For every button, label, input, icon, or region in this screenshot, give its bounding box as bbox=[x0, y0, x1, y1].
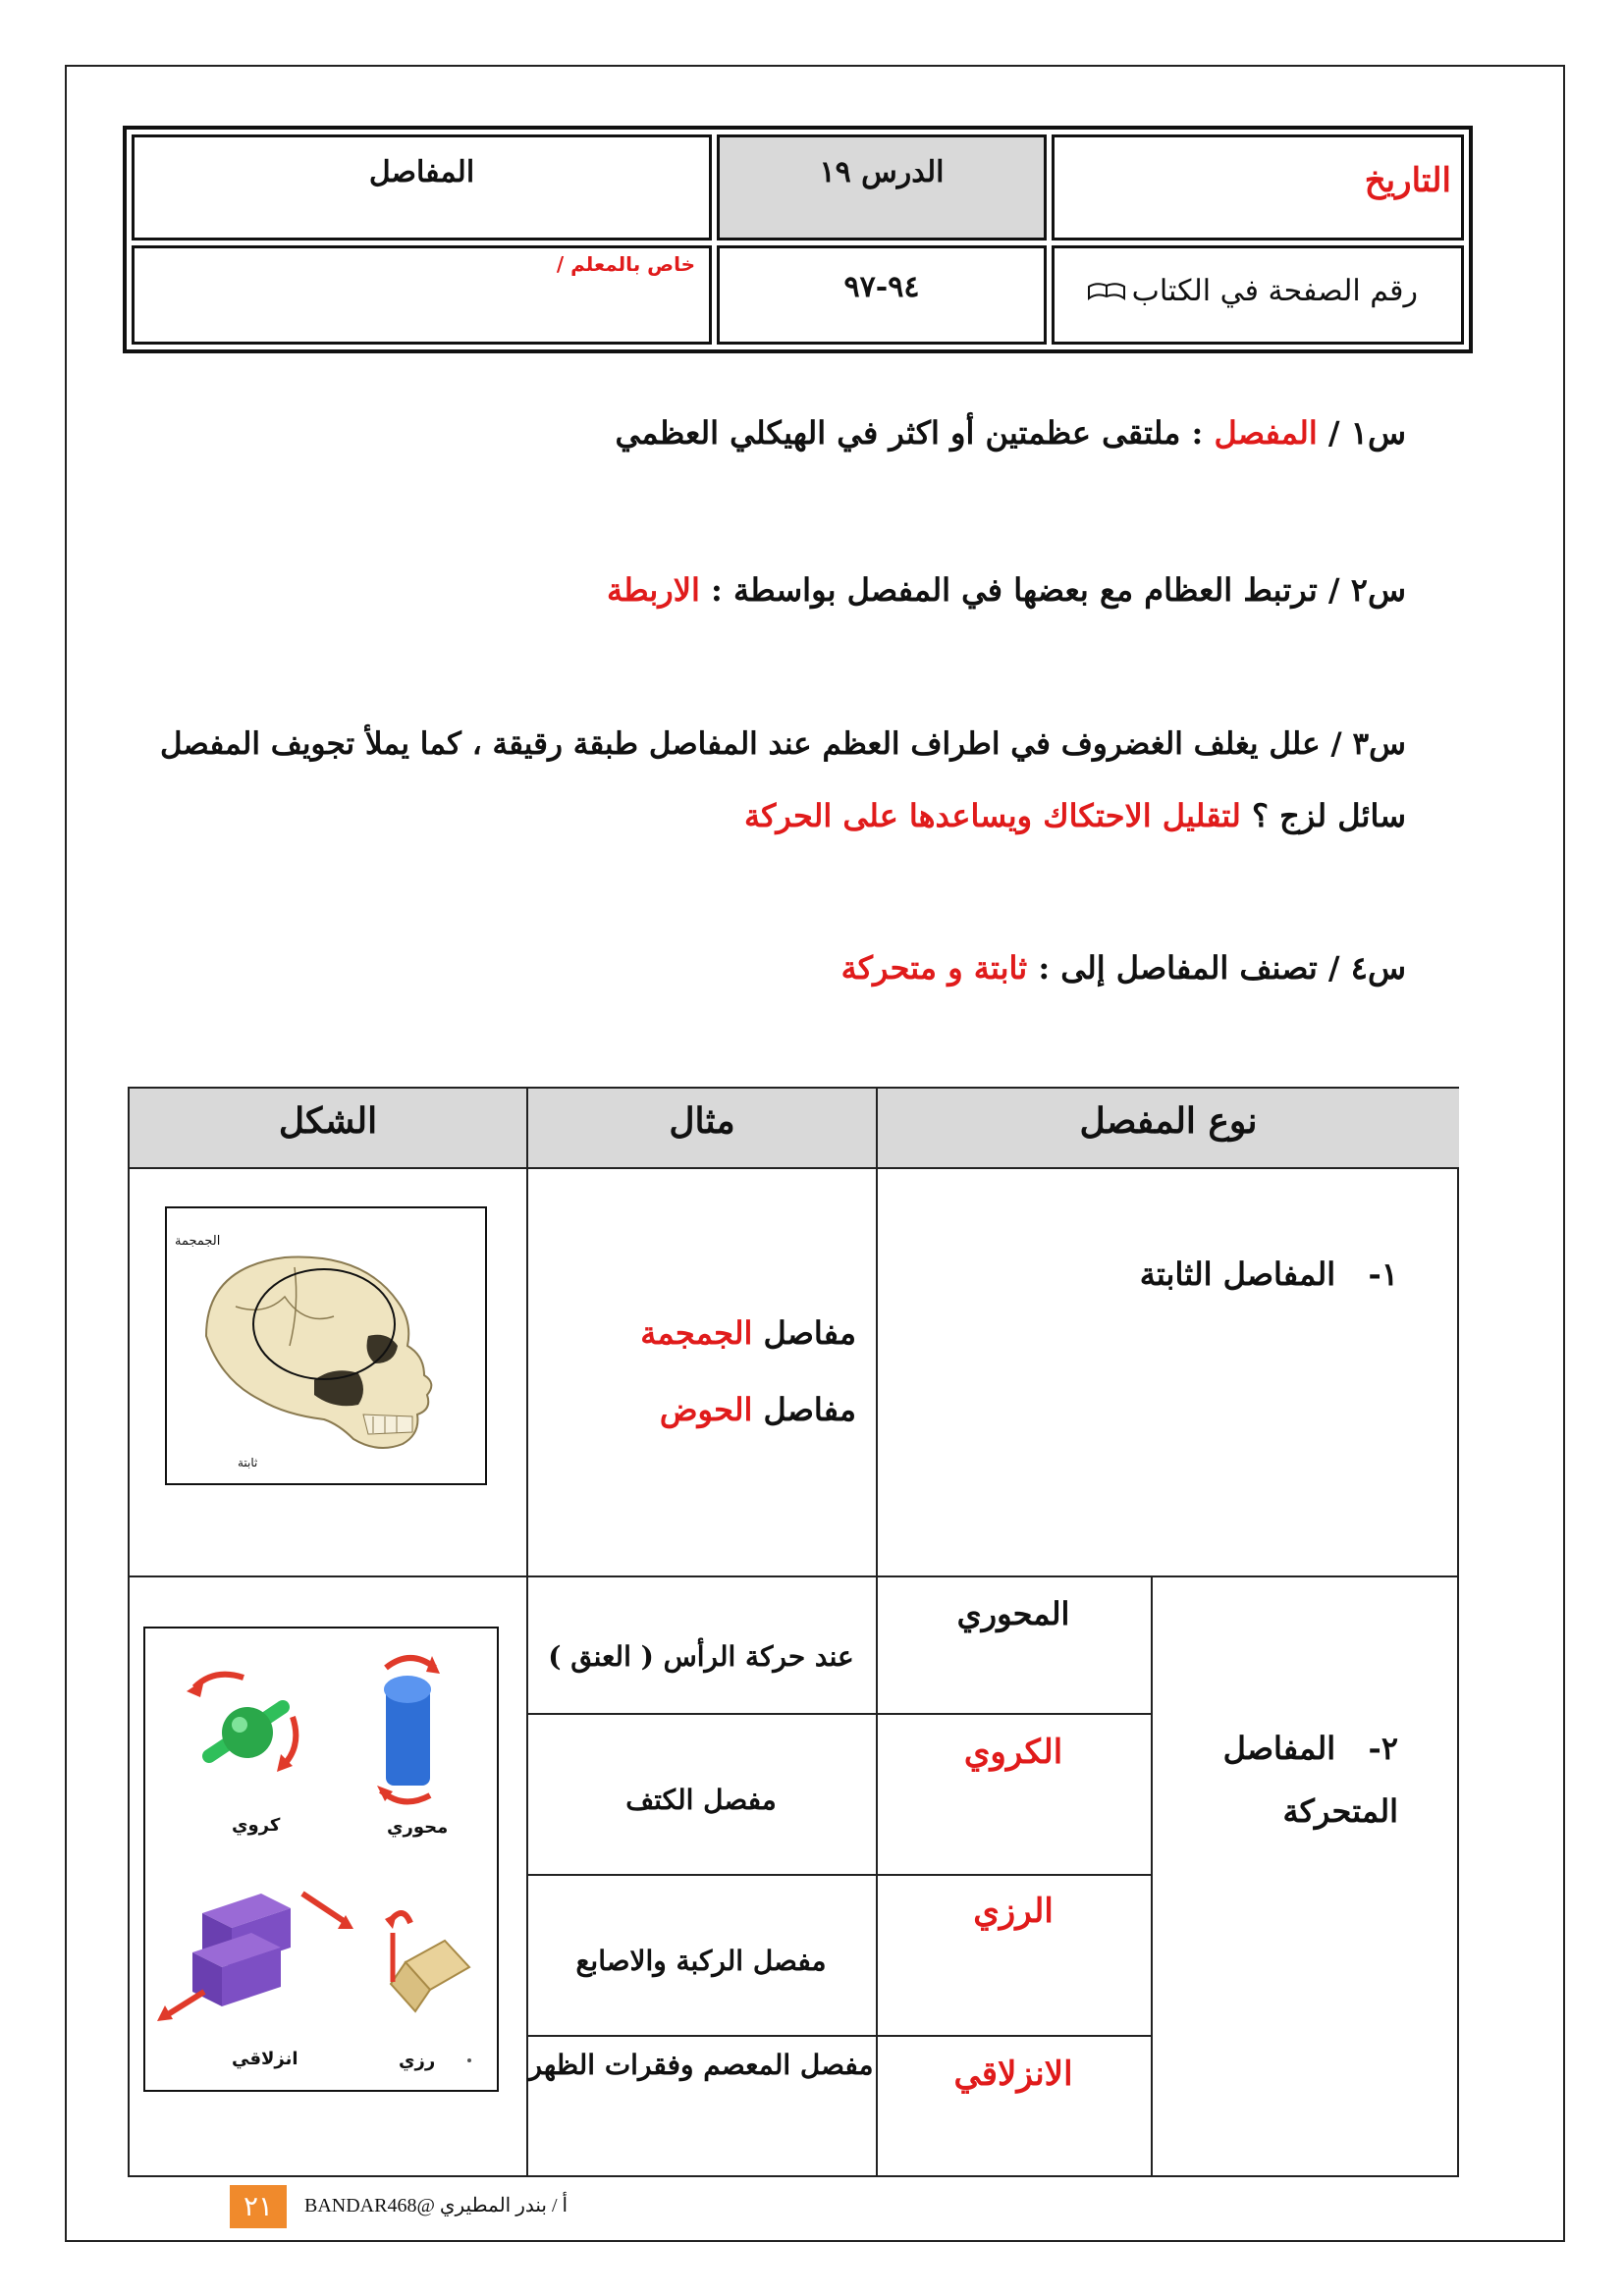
header-example: مثال bbox=[528, 1089, 876, 1167]
q1-term: المفصل bbox=[1214, 414, 1318, 452]
page-ref-label: رقم الصفحة في الكتاب bbox=[1131, 274, 1418, 308]
fixed-example-2 bbox=[660, 1391, 856, 1428]
q3-text-line1: علل يغلف الغضروف في اطراف العظم عند المفاصل طبقة رقيقة ، كما يملأ تجويف المفصل bbox=[159, 726, 1321, 762]
teacher-label: خاص بالمعلم / bbox=[556, 252, 695, 276]
pivot-joint-icon bbox=[377, 1656, 440, 1801]
type-gliding: الانزلاقي bbox=[953, 2055, 1073, 2094]
divider bbox=[526, 1089, 528, 2177]
fixed-number: ١- bbox=[1368, 1255, 1398, 1293]
q1-number: س١ / bbox=[1327, 414, 1406, 452]
type-hinge: الرزي bbox=[973, 1892, 1054, 1931]
divider bbox=[1151, 1575, 1153, 2177]
pivot-joint-label: محوري bbox=[387, 1817, 449, 1838]
q3-number: س٣ / bbox=[1330, 726, 1406, 762]
q4-answer: ثابتة و متحركة bbox=[840, 949, 1028, 987]
fixed-label: المفاصل الثابتة bbox=[1139, 1255, 1336, 1293]
page-range-cell bbox=[717, 245, 1047, 345]
divider bbox=[526, 1713, 1151, 1715]
movable-joints-label bbox=[1223, 1717, 1398, 1842]
lesson-number-cell bbox=[717, 134, 1047, 240]
movable-number: ٢- bbox=[1368, 1730, 1398, 1767]
lesson-title: المفاصل bbox=[368, 155, 475, 189]
q2-answer: الاربطة bbox=[606, 571, 700, 609]
question-4 bbox=[841, 949, 1406, 987]
hinge-joint-label: رزي bbox=[399, 2051, 436, 2071]
example-pivot: عند حركة الرأس ( العنق ) bbox=[548, 1640, 854, 1673]
example-prefix: مفاصل bbox=[763, 1314, 856, 1352]
date-cell bbox=[1052, 134, 1464, 240]
hinge-joint-icon bbox=[385, 1913, 469, 2011]
ball-joint-label: كروي bbox=[232, 1815, 281, 1836]
example-gliding: مفصل المعصم وفقرات الظهر bbox=[528, 2049, 874, 2081]
lesson-number: الدرس ١٩ bbox=[819, 155, 945, 189]
lesson-title-cell bbox=[132, 134, 712, 240]
question-2 bbox=[607, 571, 1406, 609]
example-ball: مفصل الكتف bbox=[625, 1784, 777, 1816]
q4-text: تصنف المفاصل إلى : bbox=[1038, 949, 1318, 987]
fixed-example-1 bbox=[640, 1314, 856, 1352]
divider bbox=[130, 1167, 1459, 1169]
example-prefix: مفاصل bbox=[763, 1391, 856, 1428]
skull-icon bbox=[167, 1208, 485, 1483]
example-highlight: الجمجمة bbox=[640, 1314, 753, 1352]
question-1 bbox=[616, 414, 1406, 452]
joint-types-image bbox=[143, 1627, 499, 2092]
open-book-icon bbox=[1087, 281, 1126, 302]
skull-image bbox=[165, 1206, 487, 1485]
header-type: نوع المفصل bbox=[878, 1089, 1459, 1167]
q1-separator: : bbox=[1191, 414, 1204, 452]
skull-caption: ثابتة bbox=[238, 1456, 258, 1469]
skull-title: الجمجمة bbox=[175, 1234, 221, 1249]
lesson-header bbox=[123, 126, 1473, 353]
type-pivot: المحوري bbox=[956, 1595, 1070, 1632]
example-hinge: مفصل الركبة والاصابع bbox=[575, 1945, 827, 1977]
gliding-joint-label: انزلاقي bbox=[232, 2049, 298, 2069]
divider bbox=[876, 1089, 878, 2177]
q1-text: ملتقى عظمتين أو اكثر في الهيكلي العظمي bbox=[615, 414, 1181, 452]
example-highlight: الحوض bbox=[659, 1391, 753, 1428]
divider bbox=[526, 1874, 1151, 1876]
ball-joint-icon bbox=[187, 1675, 296, 1772]
question-3 bbox=[160, 726, 1406, 762]
joint-types-illustration bbox=[145, 1629, 497, 2090]
footer-author: أ / بندر المطيري @BANDAR468 bbox=[304, 2195, 568, 2216]
movable-label-line1: المفاصل bbox=[1222, 1730, 1336, 1767]
q4-number: س٤ / bbox=[1327, 949, 1406, 987]
joint-types-table bbox=[128, 1087, 1459, 2177]
q2-text: ترتبط العظام مع بعضها في المفصل بواسطة : bbox=[711, 571, 1318, 609]
gliding-joint-icon bbox=[157, 1894, 353, 2021]
page-range: ٩٤-٩٧ bbox=[843, 270, 920, 304]
movable-label-line2: المتحركة bbox=[1282, 1792, 1398, 1830]
divider bbox=[526, 2035, 1151, 2037]
type-ball: الكروي bbox=[963, 1733, 1063, 1772]
page-ref-cell bbox=[1052, 245, 1464, 345]
q2-number: س٢ / bbox=[1327, 571, 1406, 609]
date-label: التاريخ bbox=[1364, 161, 1451, 200]
divider bbox=[130, 1575, 1459, 1577]
question-3-line2 bbox=[744, 797, 1406, 834]
q3-answer: لتقليل الاحتكاك ويساعدها على الحركة bbox=[743, 797, 1241, 834]
teacher-cell bbox=[132, 245, 712, 345]
page-number-badge: ٢١ bbox=[230, 2185, 287, 2228]
fixed-joints-label bbox=[1140, 1255, 1398, 1293]
q3-text-line2: سائل لزج ؟ bbox=[1251, 797, 1406, 834]
header-shape: الشكل bbox=[130, 1089, 526, 1167]
